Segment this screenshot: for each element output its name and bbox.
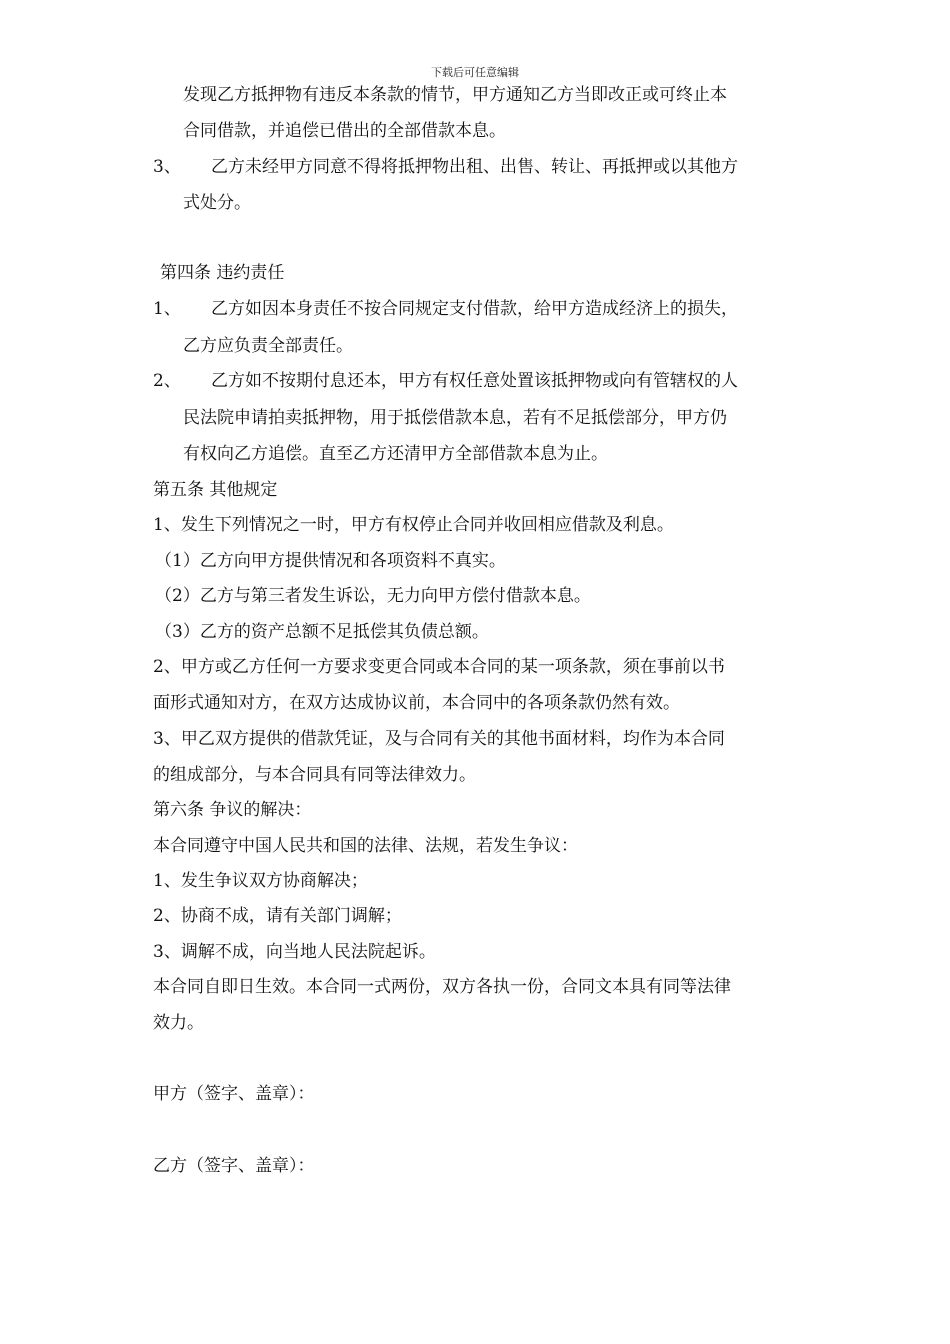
article5-subitem2: （2）乙方与第三者发生诉讼，无力向甲方偿付借款本息。	[155, 586, 591, 606]
article5-subitem1: （1）乙方向甲方提供情况和各项资料不真实。	[155, 551, 506, 571]
article4-item2-number: 2、	[153, 371, 181, 391]
header-note: 下载后可任意编辑	[431, 66, 519, 79]
article5-subitem3: （3）乙方的资产总额不足抵偿其负债总额。	[155, 622, 489, 642]
article4-item1-line1: 乙方如因本身责任不按合同规定支付借款，给甲方造成经济上的损失，	[211, 299, 738, 319]
effective-clause-line2: 效力。	[153, 1013, 204, 1033]
article6-intro: 本合同遵守中国人民共和国的法律、法规，若发生争议：	[153, 836, 578, 856]
article4-item1-line2: 乙方应负责全部责任。	[183, 336, 353, 356]
article6-item1: 1、发生争议双方协商解决；	[153, 871, 368, 891]
article5-paragraph3-line2: 的组成部分，与本合同具有同等法律效力。	[153, 765, 476, 785]
article5-paragraph3-line1: 3、甲乙双方提供的借款凭证，及与合同有关的其他书面材料，均作为本合同	[153, 729, 725, 749]
party-b-signature-line: 乙方（签字、盖章）：	[153, 1156, 315, 1176]
article5-paragraph2-line1: 2、甲方或乙方任何一方要求变更合同或本合同的某一项条款，须在事前以书	[153, 657, 725, 677]
article3-item3-number: 3、	[153, 157, 181, 177]
article4-item2-line2: 民法院申请拍卖抵押物，用于抵偿借款本息，若有不足抵偿部分，甲方仍	[183, 408, 727, 428]
article3-continuation-line2: 合同借款，并追偿已借出的全部借款本息。	[183, 121, 506, 141]
article4-item1-number: 1、	[153, 299, 181, 319]
article5-paragraph2-line2: 面形式通知对方，在双方达成协议前，本合同中的各项条款仍然有效。	[153, 693, 680, 713]
article4-item2-line3: 有权向乙方追偿。直至乙方还清甲方全部借款本息为止。	[183, 444, 608, 464]
effective-clause-line1: 本合同自即日生效。本合同一式两份，双方各执一份，合同文本具有同等法律	[153, 977, 731, 997]
article3-item3-line1: 乙方未经甲方同意不得将抵押物出租、出售、转让、再抵押或以其他方	[211, 157, 738, 177]
article4-title: 第四条 违约责任	[160, 263, 285, 283]
article3-continuation-line1: 发现乙方抵押物有违反本条款的情节，甲方通知乙方当即改正或可终止本	[183, 85, 727, 105]
article3-item3-line2: 式处分。	[183, 193, 251, 213]
article6-item2: 2、协商不成，请有关部门调解；	[153, 906, 402, 926]
party-a-signature-line: 甲方（签字、盖章）：	[153, 1084, 315, 1104]
article5-paragraph1: 1、发生下列情况之一时，甲方有权停止合同并收回相应借款及利息。	[153, 515, 674, 535]
article5-title: 第五条 其他规定	[153, 480, 278, 500]
article6-item3: 3、调解不成，向当地人民法院起诉。	[153, 942, 436, 962]
article4-item2-line1: 乙方如不按期付息还本，甲方有权任意处置该抵押物或向有管辖权的人	[211, 371, 738, 391]
article6-title: 第六条 争议的解决：	[153, 800, 312, 820]
